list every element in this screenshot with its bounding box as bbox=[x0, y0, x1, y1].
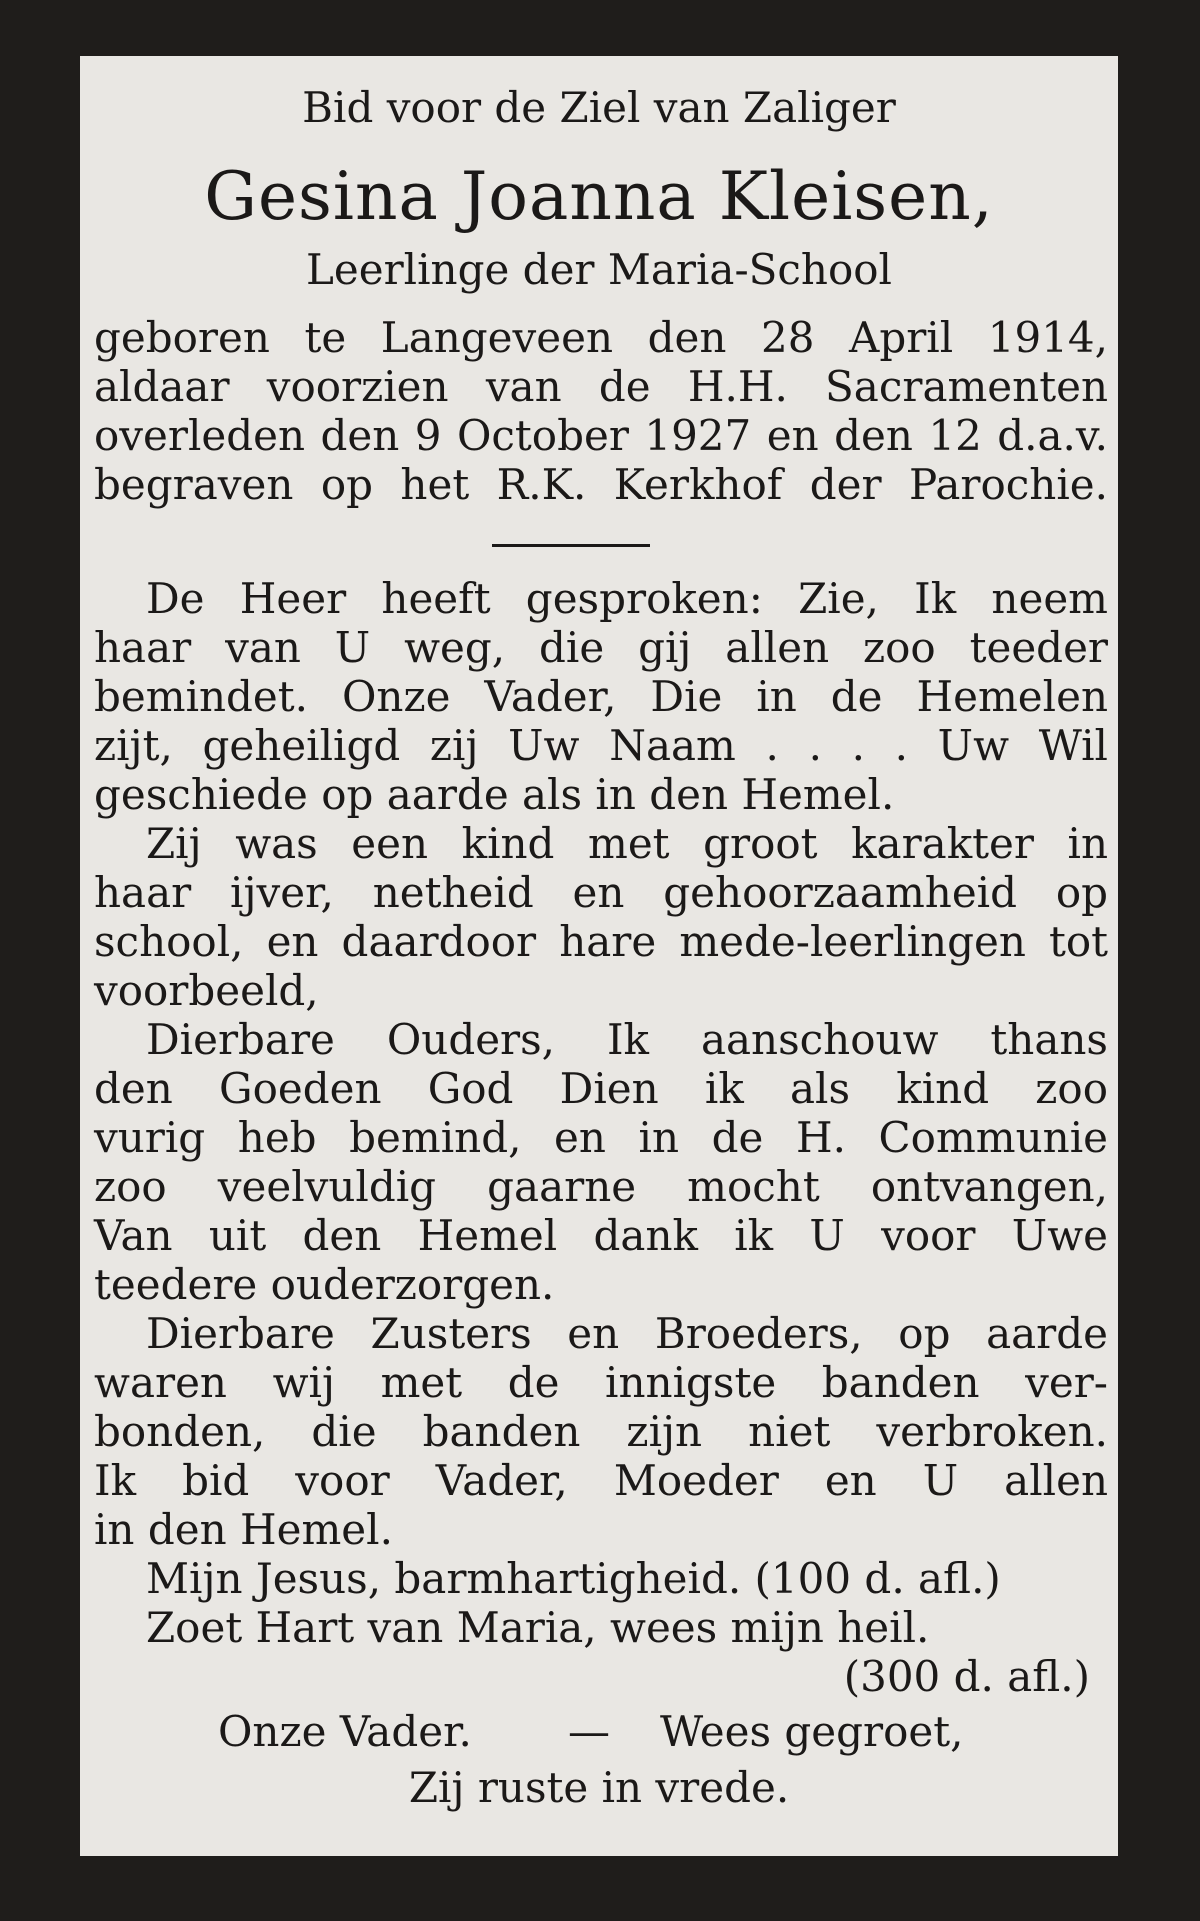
text-line: haar ijver, netheid en gehoorzaamheid op bbox=[94, 868, 1108, 917]
bio-line: geboren te Langeveen den 28 April 1914, bbox=[94, 313, 1108, 362]
text-line: Dierbare Zusters en Broeders, op aarde bbox=[146, 1309, 1108, 1358]
divider-rule bbox=[492, 544, 650, 547]
text-line: den Goeden God Dien ik als kind zoo bbox=[94, 1064, 1108, 1113]
indulgence-prayer: Zoet Hart van Maria, wees mijn heil. bbox=[146, 1603, 930, 1652]
bio-line: aldaar voorzien van de H.H. Sacramenten bbox=[94, 362, 1108, 411]
text-line: vurig heb bemind, en in de H. Communie bbox=[94, 1113, 1108, 1162]
text-line: voorbeeld, bbox=[94, 966, 319, 1015]
text-line: Van uit den Hemel dank ik U voor Uwe bbox=[94, 1211, 1108, 1260]
indulgence-prayer: Mijn Jesus, barmhartigheid. (100 d. afl.) bbox=[146, 1554, 1001, 1603]
text-line: waren wij met de innigste banden ver- bbox=[94, 1358, 1108, 1407]
text-line: Dierbare Ouders, Ik aanschouw thans bbox=[146, 1015, 1108, 1064]
indulgence-note: (300 d. afl.) bbox=[843, 1652, 1090, 1701]
text-line: Zij was een kind met groot karakter in bbox=[146, 819, 1108, 868]
bio-line: begraven op het R.K. Kerkhof der Parochie. bbox=[94, 460, 1108, 509]
text-line: haar van U weg, die gij allen zoo teeder bbox=[94, 623, 1108, 672]
text-line: Ik bid voor Vader, Moeder en U allen bbox=[94, 1456, 1108, 1505]
text-line: geschiede op aarde als in den Hemel. bbox=[94, 770, 895, 819]
text-line: zoo veelvuldig gaarne mocht ontvangen, bbox=[94, 1162, 1108, 1211]
subtitle: Leerlinge der Maria-School bbox=[306, 245, 892, 294]
text-line: school, en daardoor hare mede-leerlingen tot bbox=[94, 917, 1108, 966]
closing-our-father: Onze Vader. bbox=[218, 1707, 472, 1756]
closing-dash: — bbox=[568, 1707, 610, 1756]
text-line: bemindet. Onze Vader, Die in de Hemelen bbox=[94, 672, 1108, 721]
deceased-name: Gesina Joanna Kleisen, bbox=[204, 158, 994, 235]
prayer-heading: Bid voor de Ziel van Zaliger bbox=[302, 83, 896, 132]
text-line: De Heer heeft gesproken: Zie, Ik neem bbox=[146, 574, 1108, 623]
text-line: in den Hemel. bbox=[94, 1505, 393, 1554]
bio-line: overleden den 9 October 1927 en den 12 d.a.v. bbox=[94, 411, 1108, 460]
text-line: bonden, die banden zijn niet verbroken. bbox=[94, 1407, 1108, 1456]
text-line: teedere ouderzorgen. bbox=[94, 1260, 555, 1309]
memorial-card bbox=[80, 56, 1118, 1856]
closing-hail-mary: Wees gegroet, bbox=[660, 1707, 964, 1756]
rest-in-peace: Zij ruste in vrede. bbox=[408, 1763, 790, 1812]
text-line: zijt, geheiligd zij Uw Naam . . . . Uw Wil bbox=[94, 721, 1108, 770]
